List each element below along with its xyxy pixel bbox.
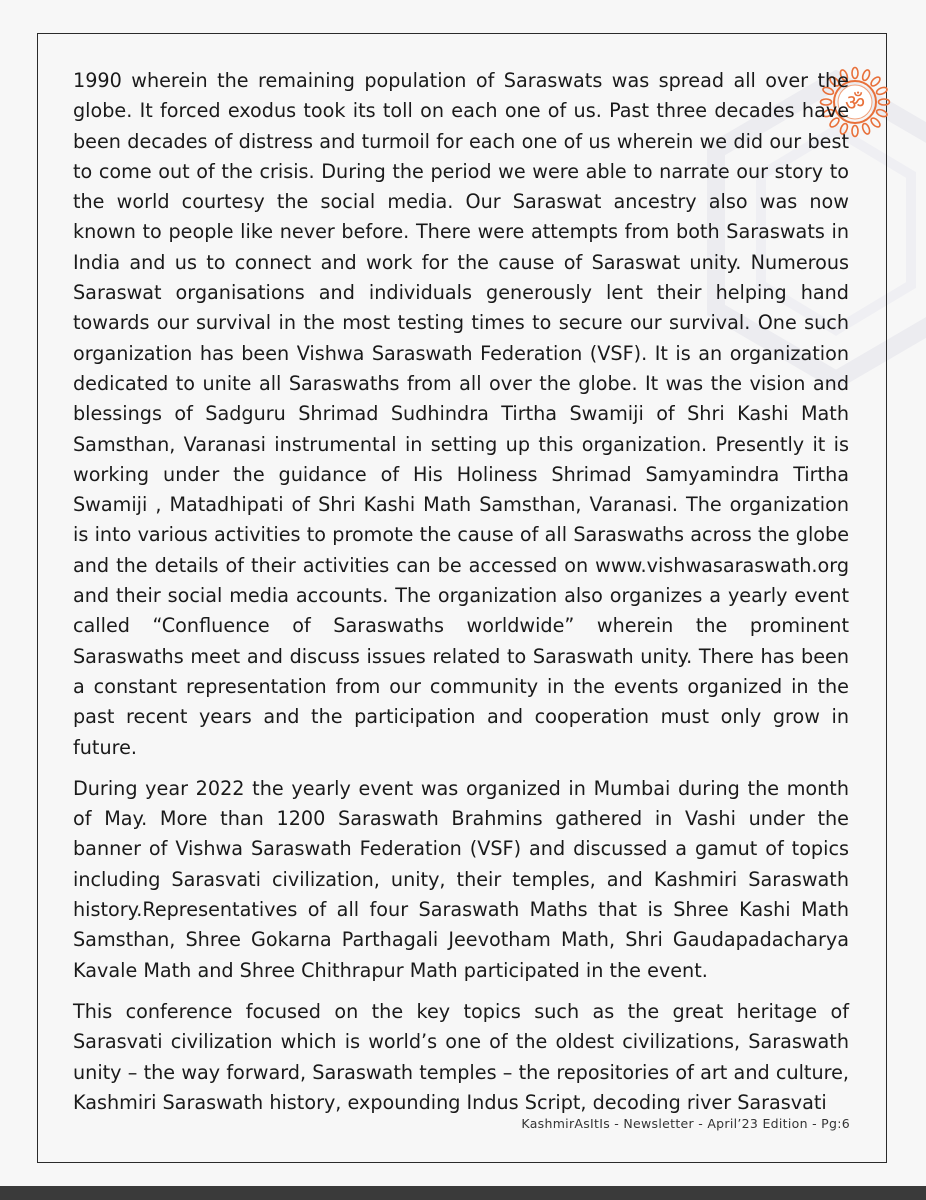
logo-glyph: ॐ — [844, 91, 866, 116]
article-body — [73, 66, 849, 1129]
paragraph-3: This conference focused on the key topics such as the great heritage of Sarasvati civilization which is world’s one of the oldest civilizations, Saraswath unity – the way forward, Saraswath temples – the repositories of art and culture, Kashmiri Saraswath history, expounding Indus Script, decoding river Sarasvati — [73, 999, 849, 1114]
paragraph-1: 1990 wherein the remaining population of Saraswats was spread all over the globe. It forced exodus took its toll on each one of us. Past three decades have been decades of distress and turmoil for each one of us wherein we did our best to come out of the crisis. During the period we were able to narrate our story to the world courtesy the social media. Our Saraswat ancestry also was now known to people like never before. There were attempts from both Saraswats in India and us to connect and work for the cause of Saraswat unity. Numerous Saraswat organisations and individuals generously lent their helping hand towards our survival in the most testing times to secure our survival. One such organization has been Vishwa Saraswath Federation (VSF). It is an organization dedicated to unite all Saraswaths from all over the globe. It was the vision and blessings of Sadguru Shrimad Sudhindra Tirtha Swamiji of Shri Kashi Math Samsthan, Varanasi instrumental in setting up this organization. Presently it is working under the guidance of His Holiness Shrimad Samyamindra Tirtha Swamiji , Matadhipati of Shri Kashi Math Samsthan, Varanasi. The organization is into various activities to promote the cause of all Saraswaths across the globe and the details of their activities can be accessed on www.vishwasaraswath.org and their social media accounts. The organization also organizes a yearly event called “Confluence of Saraswaths worldwide” wherein the prominent Saraswaths meet and discuss issues related to Saraswath unity. There has been a constant representation from our community in the events organized in the past recent years and the participation and cooperation must only grow in future. — [73, 69, 849, 759]
paragraph-2: During year 2022 the yearly event was organized in Mumbai during the month of May. More than 1200 Saraswath Brahmins gathered in Vashi under the banner of Vishwa Saraswath Federation (VSF) and discussed a gamut of topics including Sarasvati civilization, unity, their temples, and Kashmiri Saraswath history.Representatives of all four Saraswath Maths that is Shree Kashi Math Samsthan, Shree Gokarna Parthagali Jeevotham Math, Shri Gaudapadacharya Kavale Math and Shree Chithrapur Math participated in the event. — [73, 776, 849, 982]
bottom-edge-bar — [0, 1186, 926, 1200]
page-footer: KashmirAsItIs - Newsletter - April’23 Edition - Pg:6 — [521, 1116, 850, 1131]
